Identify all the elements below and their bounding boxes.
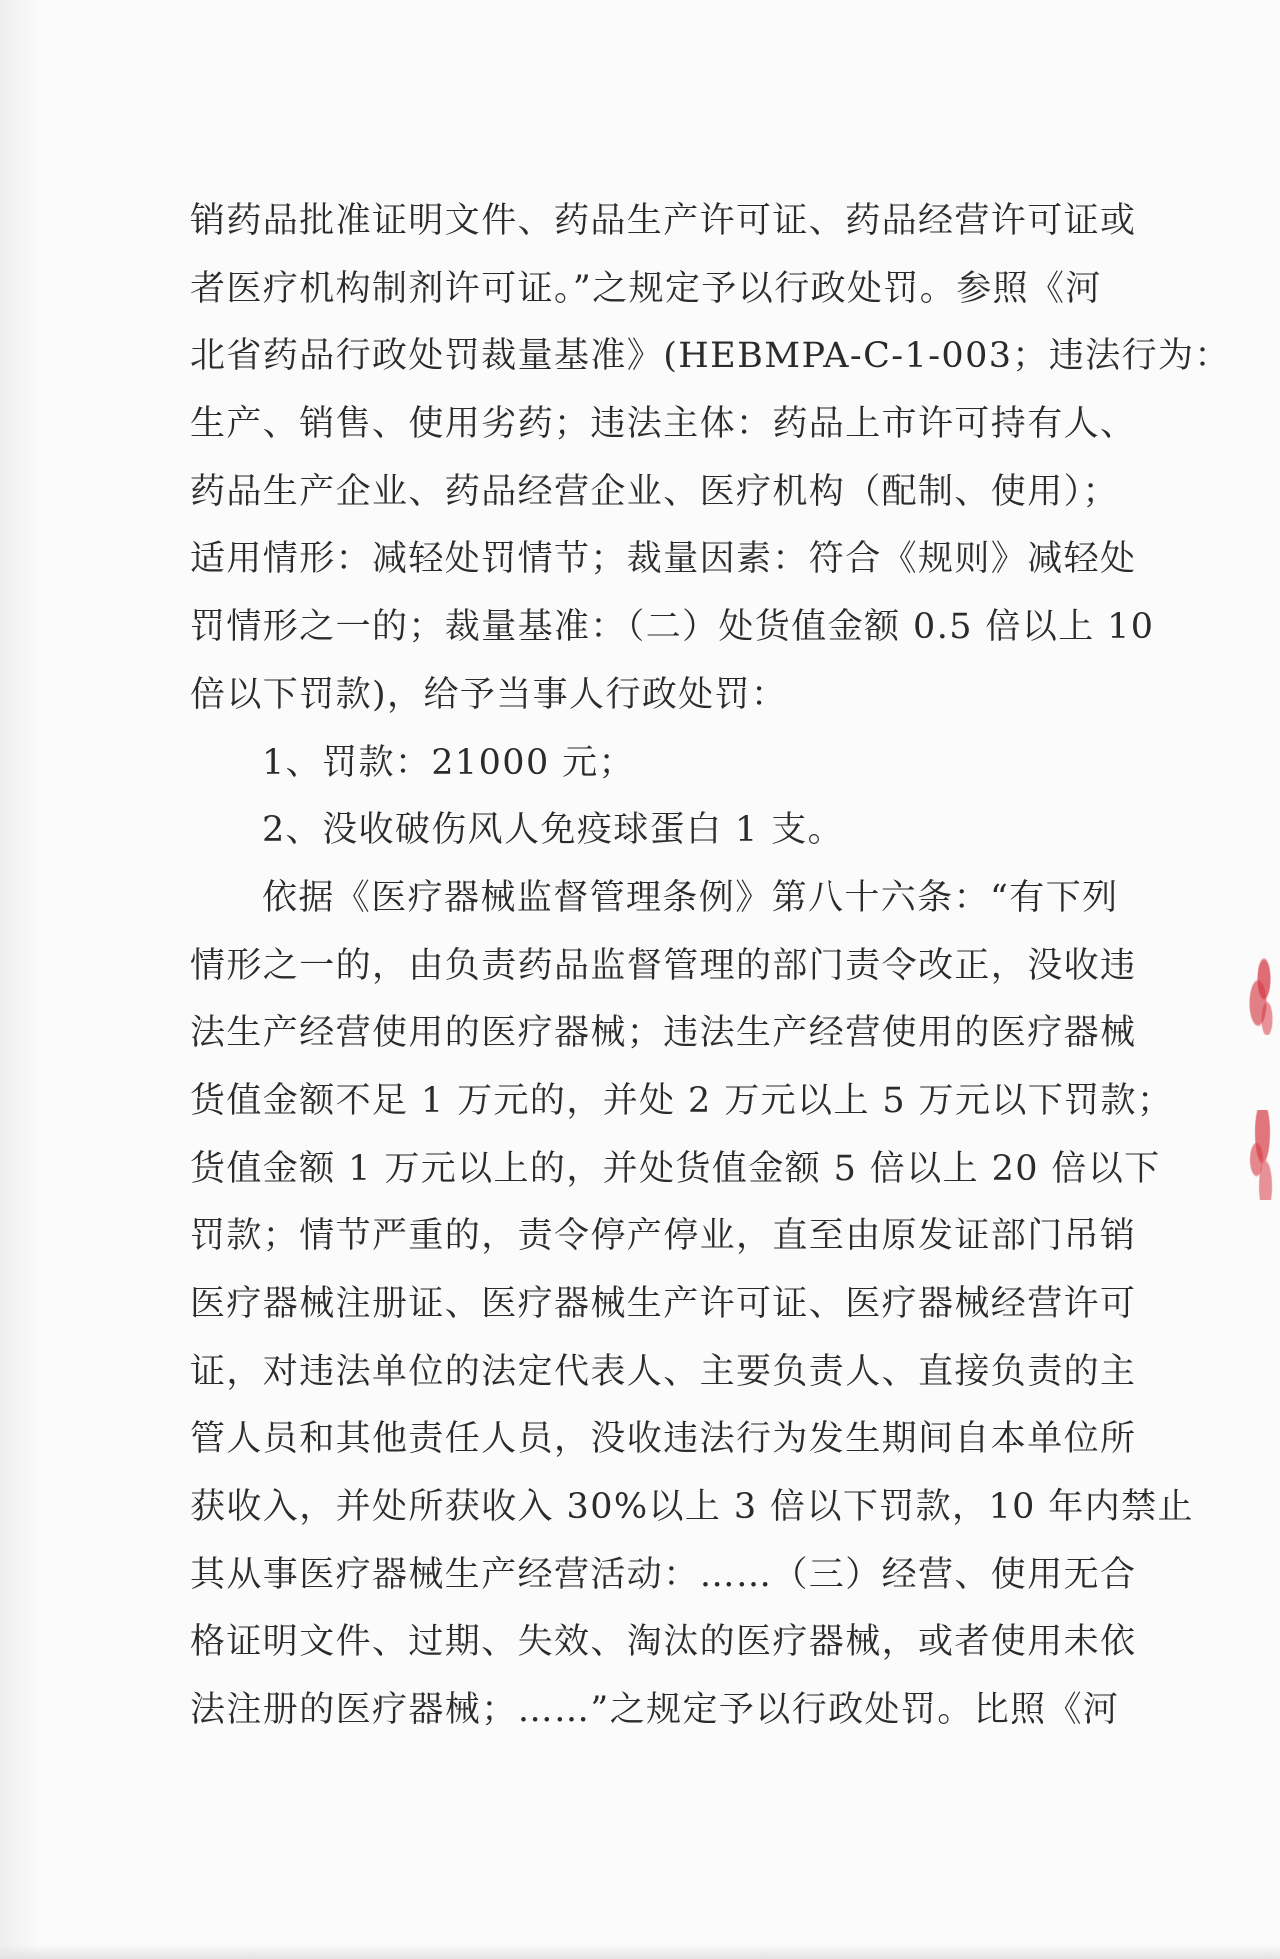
text-line: 证，对违法单位的法定代表人、主要负责人、直接负责的主 (190, 1351, 1137, 1392)
text-line: 适用情形：减轻处罚情节；裁量因素：符合《规则》减轻处 (190, 539, 1137, 580)
seal-stamp-fragment (1246, 955, 1276, 1035)
text-line: 货值金额不足 1 万元的，并处 2 万元以上 5 万元以下罚款； (190, 1080, 1174, 1121)
document-body (190, 188, 1231, 1745)
text-line: 罚款；情节严重的，责令停产停业，直至由原发证部门吊销 (190, 1216, 1137, 1257)
text-line: 北省药品行政处罚裁量基准》(HEBMPA-C-1-003；违法行为： (190, 336, 1231, 377)
text-line: 其从事医疗器械生产经营活动：……（三）经营、使用无合 (190, 1554, 1137, 1595)
scan-shadow-left (0, 0, 40, 1959)
penalty-item-confiscation: 2、没收破伤风人免疫球蛋白 1 支。 (262, 810, 844, 851)
paragraph-start-line: 依据《医疗器械监督管理条例》第八十六条：“有下列 (262, 877, 1119, 918)
text-line: 销药品批准证明文件、药品生产许可证、药品经营许可证或 (190, 201, 1137, 241)
text-line: 格证明文件、过期、失效、淘汰的医疗器械，或者使用未依 (190, 1622, 1137, 1663)
text-line: 倍以下罚款)，给予当事人行政处罚： (190, 674, 788, 715)
text-line: 情形之一的，由负责药品监督管理的部门责令改正，没收违 (190, 945, 1137, 986)
scan-shadow-bottom (0, 1945, 1280, 1959)
penalty-item-fine: 1、罚款：21000 元； (262, 742, 635, 783)
text-line: 管人员和其他责任人员，没收违法行为发生期间自本单位所 (190, 1419, 1137, 1460)
text-line: 货值金额 1 万元以上的，并处货值金额 5 倍以上 20 倍以下 (190, 1148, 1161, 1189)
text-line: 获收入，并处所获收入 30%以上 3 倍以下罚款，10 年内禁止 (190, 1487, 1194, 1528)
seal-stamp-fragment (1246, 1110, 1276, 1200)
text-line: 法注册的医疗器械；……”之规定予以行政处罚。比照《河 (190, 1690, 1120, 1731)
text-line: 者医疗机构制剂许可证。”之规定予以行政处罚。参照《河 (190, 268, 1102, 309)
text-line: 药品生产企业、药品经营企业、医疗机构（配制、使用）； (190, 471, 1119, 512)
text-line: 生产、销售、使用劣药；违法主体：药品上市许可持有人、 (190, 404, 1137, 445)
text-line: 法生产经营使用的医疗器械；违法生产经营使用的医疗器械 (190, 1013, 1137, 1054)
text-line: 罚情形之一的；裁量基准：（二）处货值金额 0.5 倍以上 10 (190, 607, 1155, 648)
text-line: 医疗器械注册证、医疗器械生产许可证、医疗器械经营许可 (190, 1284, 1137, 1324)
